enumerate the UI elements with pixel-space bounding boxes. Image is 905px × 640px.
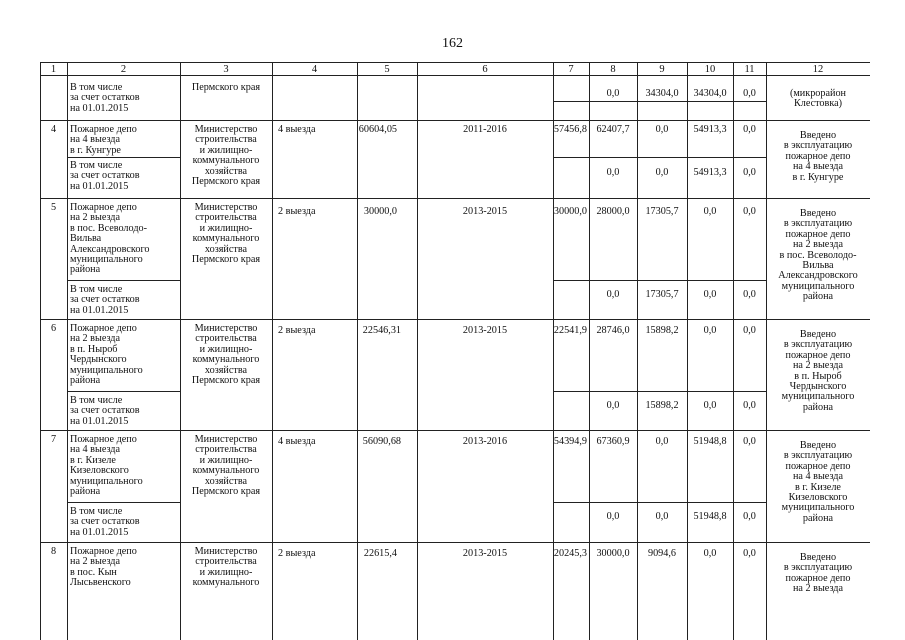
cont-col10: 34304,0 bbox=[693, 88, 727, 99]
row-8-org: Министерство строительства и жилищно- коммунального bbox=[192, 546, 260, 589]
row-5-col11: 0,0 bbox=[743, 206, 756, 217]
row-7-org: Министерство строительства и жилищно- коммунального хозяйства Пермского края bbox=[191, 434, 261, 498]
row-5-sub-col11: 0,0 bbox=[743, 289, 756, 300]
row-6-sub-col8: 0,0 bbox=[606, 400, 620, 411]
row-7-col9: 0,0 bbox=[655, 436, 669, 447]
row-4-col4: 4 выезда bbox=[278, 124, 316, 135]
row-6-sub-name: В том числе за счет остатков на 01.01.2015 bbox=[70, 395, 140, 427]
row-6-col9: 15898,2 bbox=[645, 325, 679, 336]
row-4-org: Министерство строительства и жилищно- коммунального хозяйства Пермского края bbox=[191, 124, 261, 188]
row-6-col5: 22546,31 bbox=[362, 325, 401, 336]
row-8-number: 8 bbox=[50, 546, 57, 557]
row-4-col9: 0,0 bbox=[655, 124, 669, 135]
row-7-sub-col8: 0,0 bbox=[606, 511, 620, 522]
row-4-name: Пожарное депо на 4 выезда в г. Кунгуре bbox=[70, 124, 137, 156]
row-5-name: Пожарное депо на 2 выезда в пос. Всеволодо- Вильва Александровского муниципального района bbox=[70, 202, 150, 276]
cont-result: (микрорайон Клестовка) bbox=[789, 88, 847, 110]
row-4-sub-col9: 0,0 bbox=[655, 167, 669, 178]
page-number: 162 bbox=[442, 36, 463, 51]
row-5-col5: 30000,0 bbox=[363, 206, 397, 217]
row-8-col8: 30000,0 bbox=[596, 548, 630, 559]
row-6-org: Министерство строительства и жилищно- коммунального хозяйства Пермского края bbox=[191, 323, 261, 387]
col-header-8: 8 bbox=[610, 64, 616, 75]
col-header-6: 6 bbox=[482, 64, 488, 75]
row-7-result: Введено в эксплуатацию пожарное депо на 4 выезда в г. Кизеле Кизеловского муниципального района bbox=[781, 440, 855, 524]
row-8-col11: 0,0 bbox=[743, 548, 756, 559]
row-6-col6: 2013-2015 bbox=[462, 325, 508, 336]
row-7-col5: 56090,68 bbox=[362, 436, 401, 447]
row-5-col9: 17305,7 bbox=[645, 206, 679, 217]
row-7-col4: 4 выезда bbox=[278, 436, 316, 447]
row-7-name: Пожарное депо на 4 выезда в г. Кизеле Кизеловского муниципального района bbox=[70, 434, 143, 498]
row-6-col10: 0,0 bbox=[703, 325, 717, 336]
row-7-sub-col9: 0,0 bbox=[655, 511, 669, 522]
row-6-number: 6 bbox=[50, 323, 57, 334]
row-8-col7: 20245,3 bbox=[553, 548, 587, 559]
budget-table bbox=[40, 0, 870, 640]
cont-col11: 0,0 bbox=[743, 88, 756, 99]
row-4-col6: 2011-2016 bbox=[463, 124, 507, 135]
col-header-9: 9 bbox=[659, 64, 665, 75]
row-7-number: 7 bbox=[50, 434, 57, 445]
row-7-col6: 2013-2016 bbox=[462, 436, 508, 447]
row-5-sub-col8: 0,0 bbox=[606, 289, 620, 300]
row-6-col11: 0,0 bbox=[743, 325, 756, 336]
row-4-col5: 60604,05 bbox=[358, 124, 397, 135]
row-6-name: Пожарное депо на 2 выезда в п. Ныроб Чердынского муниципального района bbox=[70, 323, 143, 387]
row-7-sub-col10: 51948,8 bbox=[693, 511, 727, 522]
col-header-11: 11 bbox=[744, 64, 755, 75]
row-6-sub-col9: 15898,2 bbox=[645, 400, 679, 411]
row-5-sub-name: В том числе за счет остатков на 01.01.2015 bbox=[70, 284, 140, 316]
row-6-result: Введено в эксплуатацию пожарное депо на 2 выезда в п. Ныроб Чердынского муниципального района bbox=[781, 329, 855, 413]
row-7-col11: 0,0 bbox=[743, 436, 756, 447]
row-8-col6: 2013-2015 bbox=[462, 548, 508, 559]
row-5-result: Введено в эксплуатацию пожарное депо на 2 выезда в пос. Всеволодо- Вильва Александровского муниципального района bbox=[778, 208, 858, 303]
row-5-col7: 30000,0 bbox=[553, 206, 587, 217]
row-4-col7: 57456,8 bbox=[553, 124, 587, 135]
row-6-sub-col10: 0,0 bbox=[703, 400, 717, 411]
row-8-col10: 0,0 bbox=[703, 548, 717, 559]
row-5-sub-col9: 17305,7 bbox=[645, 289, 679, 300]
row-4-sub-col11: 0,0 bbox=[743, 167, 756, 178]
row-4-col8: 62407,7 bbox=[596, 124, 630, 135]
row-5-sub-col10: 0,0 bbox=[703, 289, 717, 300]
col-header-4: 4 bbox=[311, 64, 318, 75]
row-5-col8: 28000,0 bbox=[596, 206, 630, 217]
cont-col8: 0,0 bbox=[606, 88, 620, 99]
row-5-col6: 2013-2015 bbox=[462, 206, 508, 217]
row-6-col7: 22541,9 bbox=[553, 325, 587, 336]
col-header-5: 5 bbox=[384, 64, 390, 75]
cont-col9: 34304,0 bbox=[645, 88, 679, 99]
col-header-1: 1 bbox=[50, 64, 57, 75]
row-4-sub-name: В том числе за счет остатков на 01.01.2015 bbox=[70, 160, 140, 192]
row-8-col4: 2 выезда bbox=[278, 548, 316, 559]
row-5-col4: 2 выезда bbox=[278, 206, 316, 217]
row-7-sub-col11: 0,0 bbox=[743, 511, 756, 522]
row-7-col7: 54394,9 bbox=[553, 436, 587, 447]
col-header-12: 12 bbox=[812, 64, 824, 75]
row-5-number: 5 bbox=[50, 202, 57, 213]
row-7-sub-name: В том числе за счет остатков на 01.01.2015 bbox=[70, 506, 140, 538]
row-4-sub-col8: 0,0 bbox=[606, 167, 620, 178]
col-header-10: 10 bbox=[704, 64, 716, 75]
row-8-col5: 22615,4 bbox=[363, 548, 397, 559]
row-7-col10: 51948,8 bbox=[693, 436, 727, 447]
row-4-sub-col10: 54913,3 bbox=[693, 167, 727, 178]
row-4-number: 4 bbox=[50, 124, 57, 135]
row-8-result: Введено в эксплуатацию пожарное депо на 2 выезда bbox=[783, 552, 853, 595]
row-4-col11: 0,0 bbox=[743, 124, 756, 135]
cont-org: Пермского края bbox=[191, 82, 261, 93]
row-8-col9: 9094,6 bbox=[647, 548, 676, 559]
col-header-2: 2 bbox=[120, 64, 127, 75]
row-5-col10: 0,0 bbox=[703, 206, 717, 217]
row-8-name: Пожарное депо на 2 выезда в пос. Кын Лысьвенского bbox=[70, 546, 137, 589]
row-5-org: Министерство строительства и жилищно- коммунального хозяйства Пермского края bbox=[191, 202, 261, 266]
row-7-col8: 67360,9 bbox=[596, 436, 630, 447]
row-4-col10: 54913,3 bbox=[693, 124, 727, 135]
row-6-sub-col11: 0,0 bbox=[743, 400, 756, 411]
row-4-result: Введено в эксплуатацию пожарное депо на 4 выезда в г. Кунгуре bbox=[783, 130, 853, 183]
col-header-3: 3 bbox=[223, 64, 229, 75]
cont-name: В том числе за счет остатков на 01.01.2015 bbox=[70, 82, 140, 114]
col-header-7: 7 bbox=[568, 64, 574, 75]
row-6-col8: 28746,0 bbox=[596, 325, 630, 336]
row-6-col4: 2 выезда bbox=[278, 325, 316, 336]
